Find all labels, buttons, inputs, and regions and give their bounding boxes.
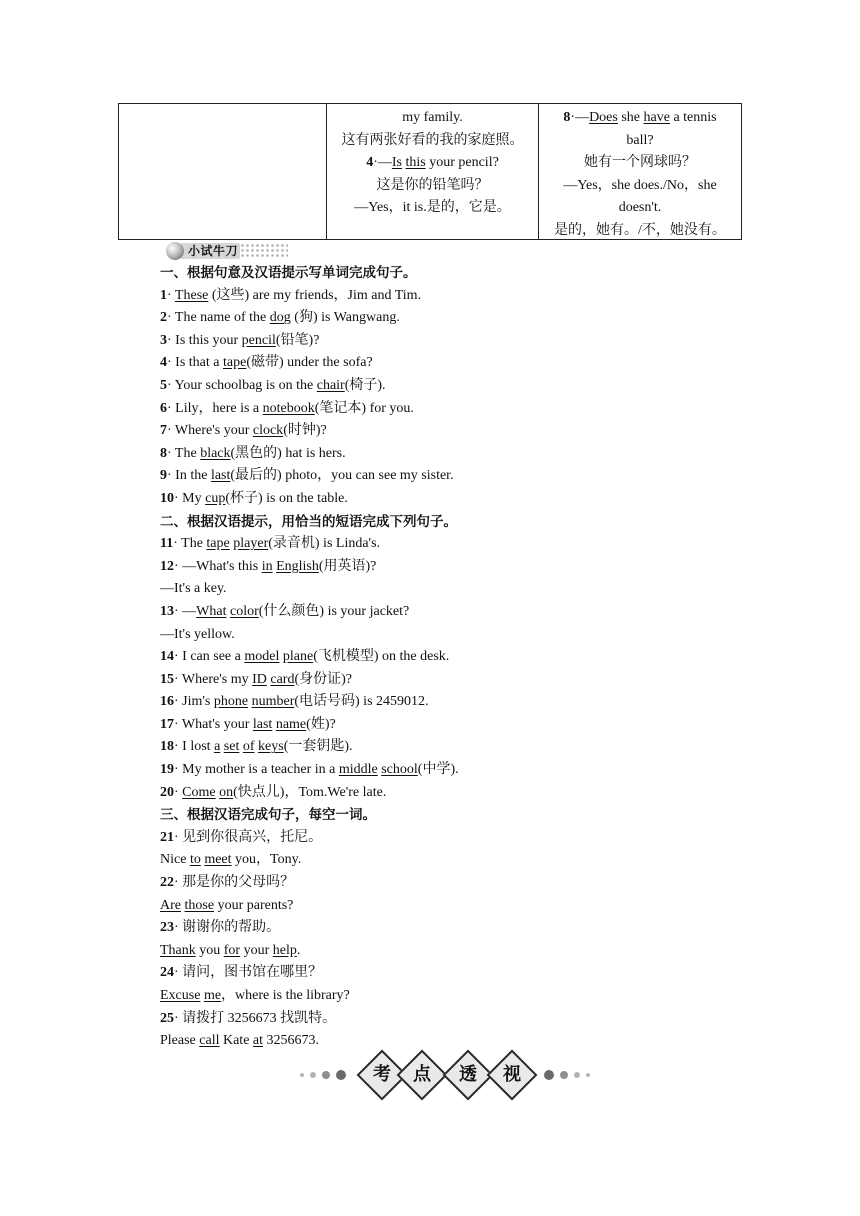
question-16: 16· Jim's phone number(电话号码) is 2459012.	[160, 694, 429, 710]
answer-blank: have	[643, 110, 670, 125]
question-11: 11· The tape player(录音机) is Linda's.	[160, 536, 381, 552]
text: (最后的) photo，you can see my sister.	[230, 468, 454, 484]
item-number: 22	[160, 875, 174, 891]
item-number: 18	[160, 739, 174, 755]
question-23-answer	[160, 940, 760, 963]
decor-dot	[300, 1073, 304, 1077]
answer-blank: this	[405, 155, 426, 170]
sphere-icon	[166, 242, 184, 260]
text: (中学).	[417, 762, 459, 778]
question-20: 20· Come on(快点儿)，Tom.We're late.	[160, 784, 387, 800]
text: your parents?	[214, 897, 294, 913]
item-number: 8	[563, 110, 571, 125]
answer-blank: player	[233, 536, 269, 552]
decor-dot	[544, 1070, 554, 1080]
text: (一套钥匙).	[283, 739, 353, 755]
chinese-prompt: 请拨打 3256673 找凯特。	[178, 1010, 337, 1026]
answer-blank: meet	[204, 852, 232, 868]
text: My	[178, 490, 206, 506]
answer-blank: of	[242, 739, 255, 755]
text: ，where is the library?	[221, 988, 350, 1003]
item-number: 2	[160, 310, 167, 326]
text: (狗) is Wangwang.	[290, 310, 400, 326]
text: your	[240, 942, 273, 958]
chinese-prompt: 请问，图书馆在哪里？	[178, 965, 323, 981]
answer-blank: Excuse	[160, 988, 201, 1003]
top-table	[118, 103, 742, 240]
footer-char: 考	[373, 1064, 391, 1085]
text: (黑色的) hat is hers.	[230, 445, 346, 461]
table-text: —Yes，she does./No，she	[563, 177, 717, 193]
question-9: 9· In the last(最后的) photo，you can see my sister.	[160, 468, 454, 484]
table-text: 这是你的铅笔吗？	[376, 177, 489, 193]
answer-blank: Are	[160, 897, 181, 913]
question-6: 6· Lily，here is a notebook(笔记本) for you.	[160, 400, 414, 416]
text: (磁带) under the sofa?	[246, 355, 373, 371]
table-text: 这有两张好看的我的家庭照。	[341, 132, 524, 148]
answer-blank: card	[270, 671, 295, 687]
answer-blank: What	[196, 603, 227, 619]
text: The	[171, 445, 201, 461]
text: you	[195, 942, 224, 958]
section-heading-1: 一、根据句意及汉语提示写单词完成句子。	[160, 265, 417, 281]
answer-blank: keys	[258, 739, 284, 755]
item-number: 16	[160, 694, 174, 710]
answer-blank: call	[199, 1033, 220, 1049]
question-23-prompt: 23· 谢谢你的帮助。	[160, 920, 281, 936]
answer-blank: Does	[589, 110, 618, 125]
text: I lost	[178, 739, 215, 755]
decor-dot	[574, 1072, 580, 1078]
item-number: 23	[160, 920, 174, 936]
answer-blank: last	[210, 468, 231, 484]
answer-blank: Is	[391, 155, 402, 170]
decor-dot	[586, 1073, 590, 1077]
question-2: 2· The name of the dog (狗) is Wangwang.	[160, 310, 400, 326]
table-cell-middle	[327, 104, 539, 239]
footer-char: 透	[459, 1064, 477, 1085]
question-21-prompt: 21· 见到你很高兴，托尼。	[160, 829, 323, 845]
decor-dot	[322, 1071, 330, 1079]
answer-blank: clock	[252, 423, 284, 439]
question-1: 1· These (这些) are my friends，Jim and Tim.	[160, 287, 422, 303]
chinese-prompt: 谢谢你的帮助。	[178, 920, 281, 936]
item-number: 6	[160, 400, 167, 416]
answer-blank: English	[276, 558, 319, 574]
text: .	[296, 942, 301, 958]
item-number: 4	[160, 355, 167, 371]
text: (这些) are my friends，Jim and Tim.	[208, 287, 422, 303]
answer-blank: cup	[205, 490, 226, 506]
decor-dot	[560, 1071, 568, 1079]
item-number: 11	[160, 536, 174, 552]
item-number: 15	[160, 671, 174, 687]
answer-blank: dog	[269, 310, 291, 326]
exercise-content	[160, 262, 760, 1053]
text: (铅笔)?	[275, 332, 320, 348]
text: Lily，here is a	[171, 400, 263, 416]
dialogue-answer: —It's yellow.	[160, 626, 235, 642]
answer-blank: Thank	[160, 942, 196, 958]
section-heading-2: 二、根据汉语提示，用恰当的短语完成下列句子。	[160, 513, 457, 530]
text: —	[575, 110, 590, 125]
question-17: 17· What's your last name(姓)?	[160, 716, 336, 732]
answer-blank: in	[261, 558, 273, 574]
item-number: 10	[160, 490, 174, 506]
item-number: 12	[160, 558, 174, 574]
answer-blank: set	[223, 739, 240, 755]
item-number: 17	[160, 716, 174, 732]
question-13: 13· —What color(什么颜色) is your jacket?	[160, 603, 410, 619]
answer-blank: tape	[223, 355, 247, 371]
text: —What's this	[178, 558, 262, 574]
text: (姓)?	[306, 716, 336, 732]
text: In the	[171, 468, 211, 484]
text: Jim's	[178, 694, 214, 710]
decor-dot	[310, 1072, 316, 1078]
table-text: 是的，她有。/不，她没有。	[554, 222, 726, 238]
answer-blank: middle	[338, 762, 378, 778]
question-10: 10· My cup(杯子) is on the table.	[160, 490, 348, 506]
question-22-answer	[160, 895, 760, 918]
text: (杯子) is on the table.	[225, 490, 348, 506]
text: (时钟)?	[283, 423, 327, 439]
text: Where's my	[178, 671, 253, 687]
dialogue-answer: —It's a key.	[160, 581, 227, 597]
footer-char: 视	[503, 1064, 521, 1085]
text: (身份证)?	[294, 671, 353, 687]
answer-blank: on	[219, 784, 234, 800]
text: I can see a	[178, 649, 245, 665]
item-number: 7	[160, 423, 167, 439]
text: The name of the	[171, 310, 270, 326]
answer-blank: plane	[282, 649, 314, 665]
text: (笔记本) for you.	[314, 400, 414, 416]
footer-char: 点	[413, 1064, 431, 1085]
table-text: doesn't.	[618, 200, 662, 215]
item-number: 9	[160, 468, 167, 484]
table-item-4: 4·—Is this your pencil?	[366, 155, 499, 170]
table-text: 她有一个网球吗？	[584, 155, 696, 170]
question-4: 4· Is that a tape(磁带) under the sofa?	[160, 355, 373, 371]
answer-blank: to	[189, 852, 201, 868]
answer-blank: Come	[182, 784, 216, 800]
question-18: 18· I lost a set of keys(一套钥匙).	[160, 739, 353, 755]
answer-blank: name	[275, 716, 307, 732]
item-number: 4	[366, 155, 374, 170]
text: (用英语)?	[318, 558, 377, 574]
section-banner	[166, 240, 288, 262]
table-cell-empty	[119, 104, 327, 239]
answer-blank: me	[203, 988, 222, 1003]
banner-label: 小试牛刀	[180, 243, 240, 259]
answer-blank: last	[252, 716, 273, 732]
question-12: 12· —What's this in English(用英语)?	[160, 558, 377, 574]
question-25-prompt: 25· 请拨打 3256673 找凯特。	[160, 1010, 337, 1026]
chinese-prompt: 那是你的父母吗？	[178, 875, 295, 891]
text: Nice	[160, 852, 190, 868]
text: she	[617, 110, 644, 125]
item-number: 3	[160, 332, 167, 348]
question-22-prompt: 22· 那是你的父母吗？	[160, 875, 295, 891]
answer-blank: These	[174, 287, 209, 303]
answer-blank: school	[381, 762, 418, 778]
text: (快点儿)，Tom.We're late.	[233, 784, 387, 800]
text: a tennis	[669, 110, 717, 125]
text: —	[178, 603, 197, 619]
text: Your schoolbag is on the	[171, 377, 317, 393]
section-footer-ornament	[300, 1053, 600, 1097]
question-21-answer	[160, 849, 760, 872]
table-text: —Yes，it is.是的，它是。	[354, 200, 511, 215]
question-14: 14· I can see a model plane(飞机模型) on the desk.	[160, 649, 450, 665]
answer-blank: number	[251, 694, 295, 710]
dot-pattern	[240, 243, 288, 259]
text: (椅子).	[344, 377, 386, 393]
answer-blank: color	[230, 603, 259, 619]
text: (录音机) is Linda's.	[268, 536, 381, 552]
answer-blank: pencil	[241, 332, 276, 348]
question-24-prompt: 24· 请问，图书馆在哪里？	[160, 965, 323, 981]
text: you，Tony.	[231, 852, 302, 868]
text: Is this your	[171, 332, 242, 348]
item-number: 24	[160, 965, 174, 981]
answer-blank: phone	[213, 694, 249, 710]
answer-blank: tape	[206, 536, 230, 552]
table-text: ball?	[626, 132, 654, 148]
item-number: 13	[160, 603, 174, 619]
answer-blank: those	[184, 897, 215, 913]
item-number: 21	[160, 829, 174, 845]
text: Where's your	[171, 423, 253, 439]
section-heading-3: 三、根据汉语完成句子，每空一词。	[160, 807, 376, 824]
question-7: 7· Where's your clock(时钟)?	[160, 423, 327, 439]
item-number: 8	[160, 445, 167, 461]
answer-blank: ID	[252, 671, 267, 687]
answer-blank: a	[214, 739, 221, 755]
answer-blank: at	[252, 1033, 264, 1049]
table-text: my family.	[402, 110, 463, 125]
text: (什么颜色) is your jacket?	[258, 603, 410, 619]
text: Is that a	[171, 355, 223, 371]
table-item-8: 8·—Does she have a tennis	[563, 110, 717, 125]
answer-blank: black	[200, 445, 231, 461]
item-number: 25	[160, 1010, 174, 1026]
item-number: 20	[160, 784, 174, 800]
answer-blank: help	[272, 942, 297, 958]
question-5: 5· Your schoolbag is on the chair(椅子).	[160, 377, 386, 393]
answer-blank: for	[223, 942, 241, 958]
decor-dot	[336, 1070, 346, 1080]
chinese-prompt: 见到你很高兴，托尼。	[178, 829, 323, 845]
text: What's your	[178, 716, 253, 732]
item-number: 19	[160, 762, 174, 778]
text: The	[177, 536, 207, 552]
item-number: 14	[160, 649, 174, 665]
text: (电话号码) is 2459012.	[294, 694, 429, 710]
answer-blank: notebook	[262, 400, 315, 416]
text: Kate	[219, 1033, 253, 1049]
text: —	[377, 155, 392, 170]
question-15: 15· Where's my ID card(身份证)?	[160, 671, 353, 687]
table-cell-right	[539, 104, 741, 239]
question-24-answer	[160, 985, 760, 1008]
answer-blank: model	[244, 649, 280, 665]
item-number: 1	[160, 287, 167, 303]
text: Please	[160, 1033, 200, 1049]
text: My mother is a teacher in a	[178, 762, 339, 778]
item-number: 5	[160, 377, 167, 393]
question-25-answer	[160, 1030, 760, 1053]
question-3: 3· Is this your pencil(铅笔)?	[160, 332, 320, 348]
answer-blank: chair	[316, 377, 345, 393]
text: (飞机模型) on the desk.	[313, 649, 450, 665]
question-19: 19· My mother is a teacher in a middle school(中学).	[160, 762, 459, 778]
question-8: 8· The black(黑色的) hat is hers.	[160, 445, 346, 461]
text: your pencil?	[425, 155, 499, 170]
text: 3256673.	[263, 1033, 320, 1049]
